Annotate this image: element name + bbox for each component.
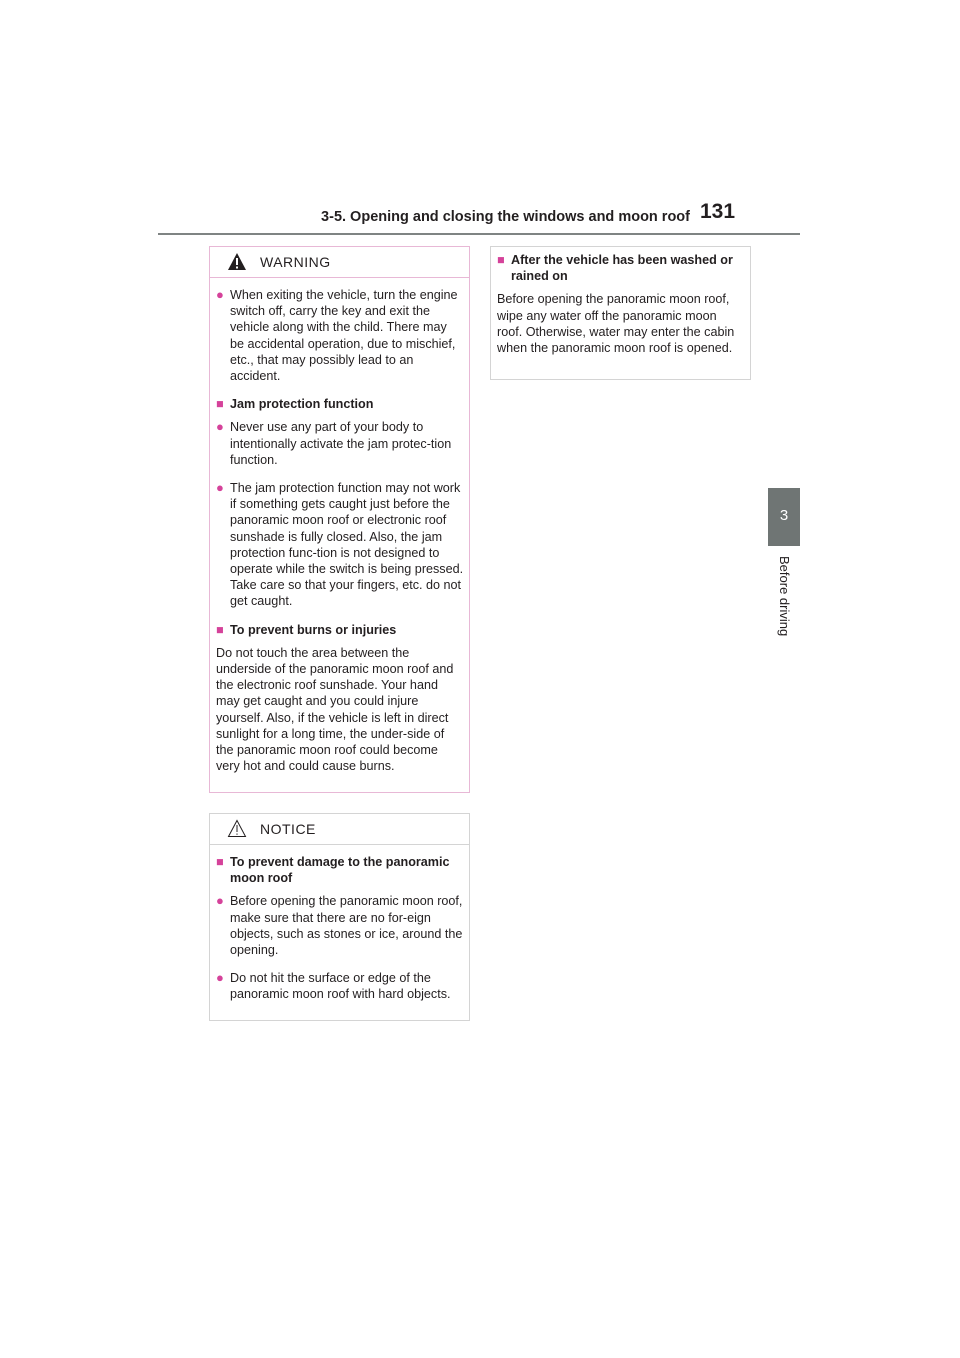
paragraph: Do not touch the area between the underside of the panoramic moon roof and the electronic roof sunshade. Your hand may get caught and you could injure yourself. Also, if the vehicle is left in direct sunlight for a long time, the under-side of the panoramic moon roof could become very hot and could cause burns. [216,645,454,774]
item-text: When exiting the vehicle, turn the engine switch off, carry the key and exit the vehicle along with the child. There may be accidental operation, due to mischief, etc., that may possibly lead to an accident. [230,288,458,384]
bullet-icon: ● [216,893,224,909]
chapter-label: Before driving [777,556,792,637]
bullet-icon: ● [216,970,224,986]
notice-header [210,814,469,845]
section-title: 3-5. Opening and closing the windows and moon roof [321,209,690,225]
page-number: 131 [700,200,736,223]
chapter-number: 3 [779,507,789,524]
square-bullet-icon: ■ [497,253,505,267]
item-text: Never use any part of your body to intentionally activate the jam protec-tion function. [230,420,452,467]
info-box [490,246,751,380]
notice-triangle-icon [227,819,247,838]
item-text: Before opening the panoramic moon roof, make sure that there are no for-eign objects, such as stones or ice, around the opening. [230,894,463,958]
square-bullet-icon: ■ [216,397,224,412]
list-item [216,480,464,610]
warning-box [209,246,470,793]
item-text: The jam protection function may not work if something gets caught just before the panoramic moon roof or electronic roof sunshade is fully closed. Also, the jam protection func-tion is not designed to operate while the switch is being pressed. Take care so that your fingers, etc. do not get caught. [230,481,464,609]
chapter-label-container [776,556,792,656]
notice-heading: NOTICE [260,821,316,837]
square-bullet-icon: ■ [216,855,224,869]
item-text: Do not hit the surface or edge of the panoramic moon roof with hard objects. [230,971,451,1002]
subheading [216,854,464,886]
list-item [216,419,464,468]
list-item [216,970,464,1002]
info-content [491,247,750,356]
bullet-icon: ● [216,419,224,435]
paragraph: Before opening the panoramic moon roof, wipe any water off the panoramic moon roof. Otherwise, water may enter the cabin when the panoramic moon roof is opened. [497,292,735,356]
subheading-text: After the vehicle has been washed or rained on [511,253,733,284]
list-item [216,893,464,958]
list-item [216,287,464,384]
square-bullet-icon: ■ [216,622,224,637]
warning-header [210,247,469,278]
subheading [497,252,745,284]
bullet-icon: ● [216,480,224,496]
warning-heading: WARNING [260,254,331,270]
header-divider [158,233,800,235]
subheading [216,396,464,412]
subheading-text: To prevent damage to the panoramic moon roof [230,855,450,886]
notice-box [209,813,470,1021]
bullet-icon: ● [216,287,224,302]
subheading [216,622,464,638]
subheading-text: Jam protection function [230,397,374,412]
notice-content [210,845,469,1003]
warning-triangle-icon [227,252,247,271]
warning-content [210,278,469,774]
subheading-text: To prevent burns or injuries [230,622,397,637]
